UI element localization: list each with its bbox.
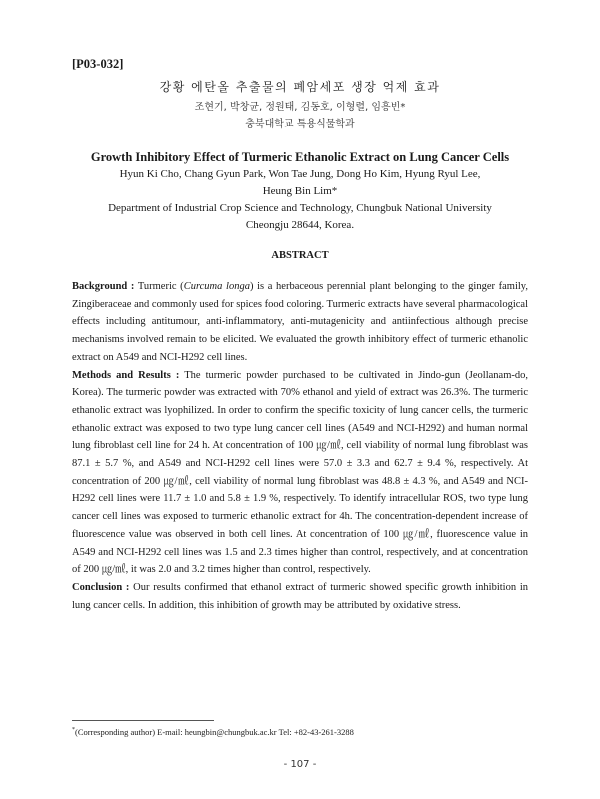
- abstract-body: [72, 278, 528, 614]
- korean-title: 강황 에탄올 추출물의 폐암세포 생장 억제 효과: [159, 80, 441, 94]
- korean-authors: 조현기, 박창균, 정원태, 김동호, 이형렬, 임흥빈*: [194, 102, 406, 113]
- footnote: [72, 727, 354, 737]
- conclusion-paragraph: [72, 579, 528, 614]
- abstract-heading: ABSTRACT: [271, 250, 329, 261]
- background-text-a: Turmeric (: [134, 281, 184, 292]
- methods-text: The turmeric powder purchased to be cultivated in Jindo-gun (Jeollanam-do, Korea). The turmeric powder was extracted with 70% ethanol and yield of extract was 26.3%. The turmeric ethanolic extract was lyophilized. In order to confirm the specific toxicity of lung cancer cells, the turmeric ethanolic extract was exposed to two type lung cancer cell lines (A549 and NCI-H292) and human normal lung fibroblast cell line for 24 h. At concentration of 100 ㎍/㎖, cell viability of normal lung fibroblast was 87.1 ± 5.7 %, and A549 and NCI-H292 cell lines were 57.0 ± 3.3 and 62.7 ± 9.4 %, respectively. At concentration of 200 ㎍/㎖, cell viability of normal lung fibroblast was 48.8 ± 4.3 %, and A549 and NCI-H292 cell lines were 11.7 ± 1.0 and 5.8 ± 1.9 %, respectively. To identify intracellular ROS, two type lung cancer cell lines was exposed to turmeric ethanolic extract for 4h. The concentration-dependent increase of fluorescence value was observed in both cell lines. At concentration of 100 ㎍/㎖, fluorescence value in A549 and NCI-H292 cell lines was 1.5 and 2.3 times higher than control, respectively, and at concentration of 200 ㎍/㎖, it was 2.0 and 3.2 times higher than control, respectively.: [72, 369, 528, 576]
- abstract-code: [P03-032]: [72, 57, 124, 71]
- methods-paragraph: [72, 367, 528, 579]
- conclusion-label: Conclusion :: [72, 581, 130, 593]
- korean-affiliation: 충북대학교 특용식물학과: [245, 119, 355, 130]
- background-label: Background :: [72, 281, 135, 292]
- page-number: - 107 -: [283, 759, 317, 770]
- footnote-rule: [72, 720, 214, 721]
- english-affiliation-line2: Cheongju 28644, Korea.: [245, 219, 355, 231]
- english-affiliation-line1: Department of Industrial Crop Science and Technology, Chungbuk National University: [108, 202, 492, 214]
- english-title: Growth Inhibitory Effect of Turmeric Ethanolic Extract on Lung Cancer Cells: [90, 150, 510, 164]
- footnote-mark: *: [72, 727, 75, 734]
- background-text-b: ) is a herbaceous perennial plant belonging to the ginger family, Zingiberaceae and commonly used for spices food coloring. Turmeric extracts have several pharmacological effects including antitumour, anti-inflammatory, anti-mutagenicity and antiinfectious although precise mechanisms involved remain to be elicited. We evaluated the growth inhibitory effect of turmeric ethanolic extract on A549 and NCI-H292 cell lines.: [72, 281, 529, 363]
- latin-name: Curcuma longa: [183, 281, 250, 292]
- english-authors-line1: Hyun Ki Cho, Chang Gyun Park, Won Tae Jung, Dong Ho Kim, Hyung Ryul Lee,: [119, 168, 481, 180]
- conclusion-text: Our results confirmed that ethanol extract of turmeric showed specific growth inhibition in lung cancer cells. In addition, this inhibition of growth may be attributed by oxidative stress.: [72, 581, 528, 611]
- methods-label: Methods and Results :: [72, 369, 180, 381]
- footnote-text: (Corresponding author) E-mail: heungbin@chungbuk.ac.kr Tel: +82-43-261-3288: [75, 727, 354, 737]
- english-authors-line2: Heung Bin Lim*: [262, 185, 338, 197]
- background-paragraph: [72, 278, 528, 367]
